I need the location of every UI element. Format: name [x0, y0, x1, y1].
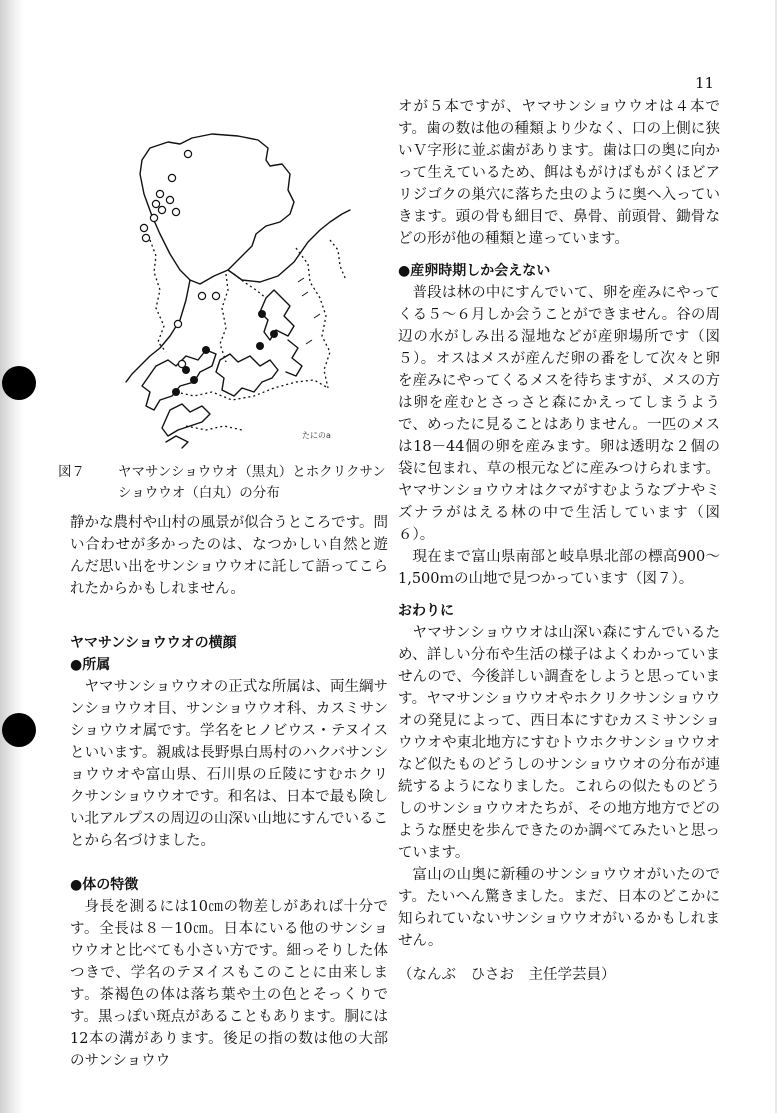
figure-caption-label: 図７: [58, 464, 85, 480]
section-title: ヤマサンショウウオの横顔: [70, 635, 237, 651]
subheading-breeding: ●産卵時期しか会えない: [398, 263, 551, 279]
conclusion-paragraph-1: ヤマサンショウウオは山深い森にすんでいるため、詳しい分布や生活の様子はよくわかっていませんので、今後詳しい調査をしようと思っています。ヤマサンショウウオやホクリクサンショウウオの発見によって、西日本にすむカスミサンショウウオや東北地方にすむトウホクサンショウウオなど似たものどうしのサンショウウオの分布が連続するようになりました。これらの似たものどうしのサンショウウオたちが、その地方地方でどのような歴史を歩んできたのか調べてみたいと思っています。: [398, 625, 720, 861]
subheading-affiliation: ●所属: [70, 657, 111, 673]
figure-caption: [58, 462, 398, 504]
continued-paragraph: オが５本ですが、ヤマサンショウウオは４本です。歯の数は他の種類より少なく、口の上側に狭いＶ字形に並ぶ歯があります。歯は口の奥に向かって生えているため、餌はもがけばもがくほどアリジゴクの巣穴に落ちた虫のように奥へ入っていきます。頭の骨も細目で、鼻骨、前頭骨、鋤骨などの形が他の種類と違っています。: [398, 99, 720, 247]
intro-paragraph: 静かな農村や山村の風景が似合うところです。問い合わせが多かったのは、なつかしい自然と遊んだ思い出をサンショウウオに託して語ってこられたからかもしれません。: [70, 515, 388, 597]
subheading-body-features: ●体の特徴: [70, 877, 139, 893]
breeding-paragraph-1: 普段は林の中にすんでいて、卵を産みにやってくる５～６月しか会うことができません。谷の周辺の水がしみ出る湿地などが産卵場所です（図５）。オスはメスが産んだ卵の番をして次々と卵を産みにやってくるメスを待ちますが、メスの方は卵を産むとさっさと森にかえってしまうようで、めったに見ることはありません。一匹のメスは18－44個の卵を産みます。卵は透明な２個の袋に包まれ、草の根元などに産みつけられます。ヤマサンショウウオはクマがすむようなブナやミズナラがはえる林の中で生活しています（図６）。: [398, 285, 720, 543]
left-column: [70, 512, 388, 1072]
body-features-paragraph: 身長を測るには10㎝の物差しがあれば十分です。全長は８－10㎝。日本にいる他のサンショウウオと比べても小さい方です。細っそりした体つきで、学名のテヌイスもこのことに由来します。茶褐色の体は落ち葉や土の色とそっくりです。黒っぽい斑点があることもあります。胴には12本の溝があります。後足の指の数は他の大部のサンショウウ: [70, 899, 388, 1069]
affiliation-paragraph: ヤマサンショウウオの正式な所属は、両生綱サンショウウオ目、サンショウウオ科、カスミサンショウウオ属です。学名をヒノビウス・テヌイスといいます。親戚は長野県白馬村のハクバサンショウウオや富山県、石川県の丘陵にすむホクリクサンショウウオです。和名は、日本で最も険しい北アルプスの周辺の山深い山地にすんでいることから名づけました。: [70, 679, 388, 849]
scan-edge-line: [775, 0, 777, 1113]
breeding-paragraph-2: 現在まで富山県南部と岐阜県北部の標高900～1,500ｍの山地で見つかっています（図７）。: [398, 549, 720, 587]
subheading-conclusion: おわりに: [398, 603, 454, 619]
scan-edge-shadow: [0, 0, 24, 1113]
binder-hole-upper: [2, 366, 36, 400]
author-credit: （なんぶ ひさお 主任学芸員）: [398, 967, 616, 983]
conclusion-paragraph-2: 富山の山奥に新種のサンショウウオがいたのです。たいへん驚きました。まだ、日本のどこかに知られていないサンショウウオがいるかもしれません。: [398, 867, 720, 949]
binder-hole-lower: [2, 713, 36, 747]
map-signature: たにのa: [302, 431, 331, 440]
page-number: 11: [695, 74, 715, 92]
figure-caption-text: ヤマサンショウウオ（黒丸）とホクリクサンショウウオ（白丸）の分布: [118, 464, 386, 501]
distribution-map: [116, 130, 352, 450]
right-column: [398, 96, 720, 986]
